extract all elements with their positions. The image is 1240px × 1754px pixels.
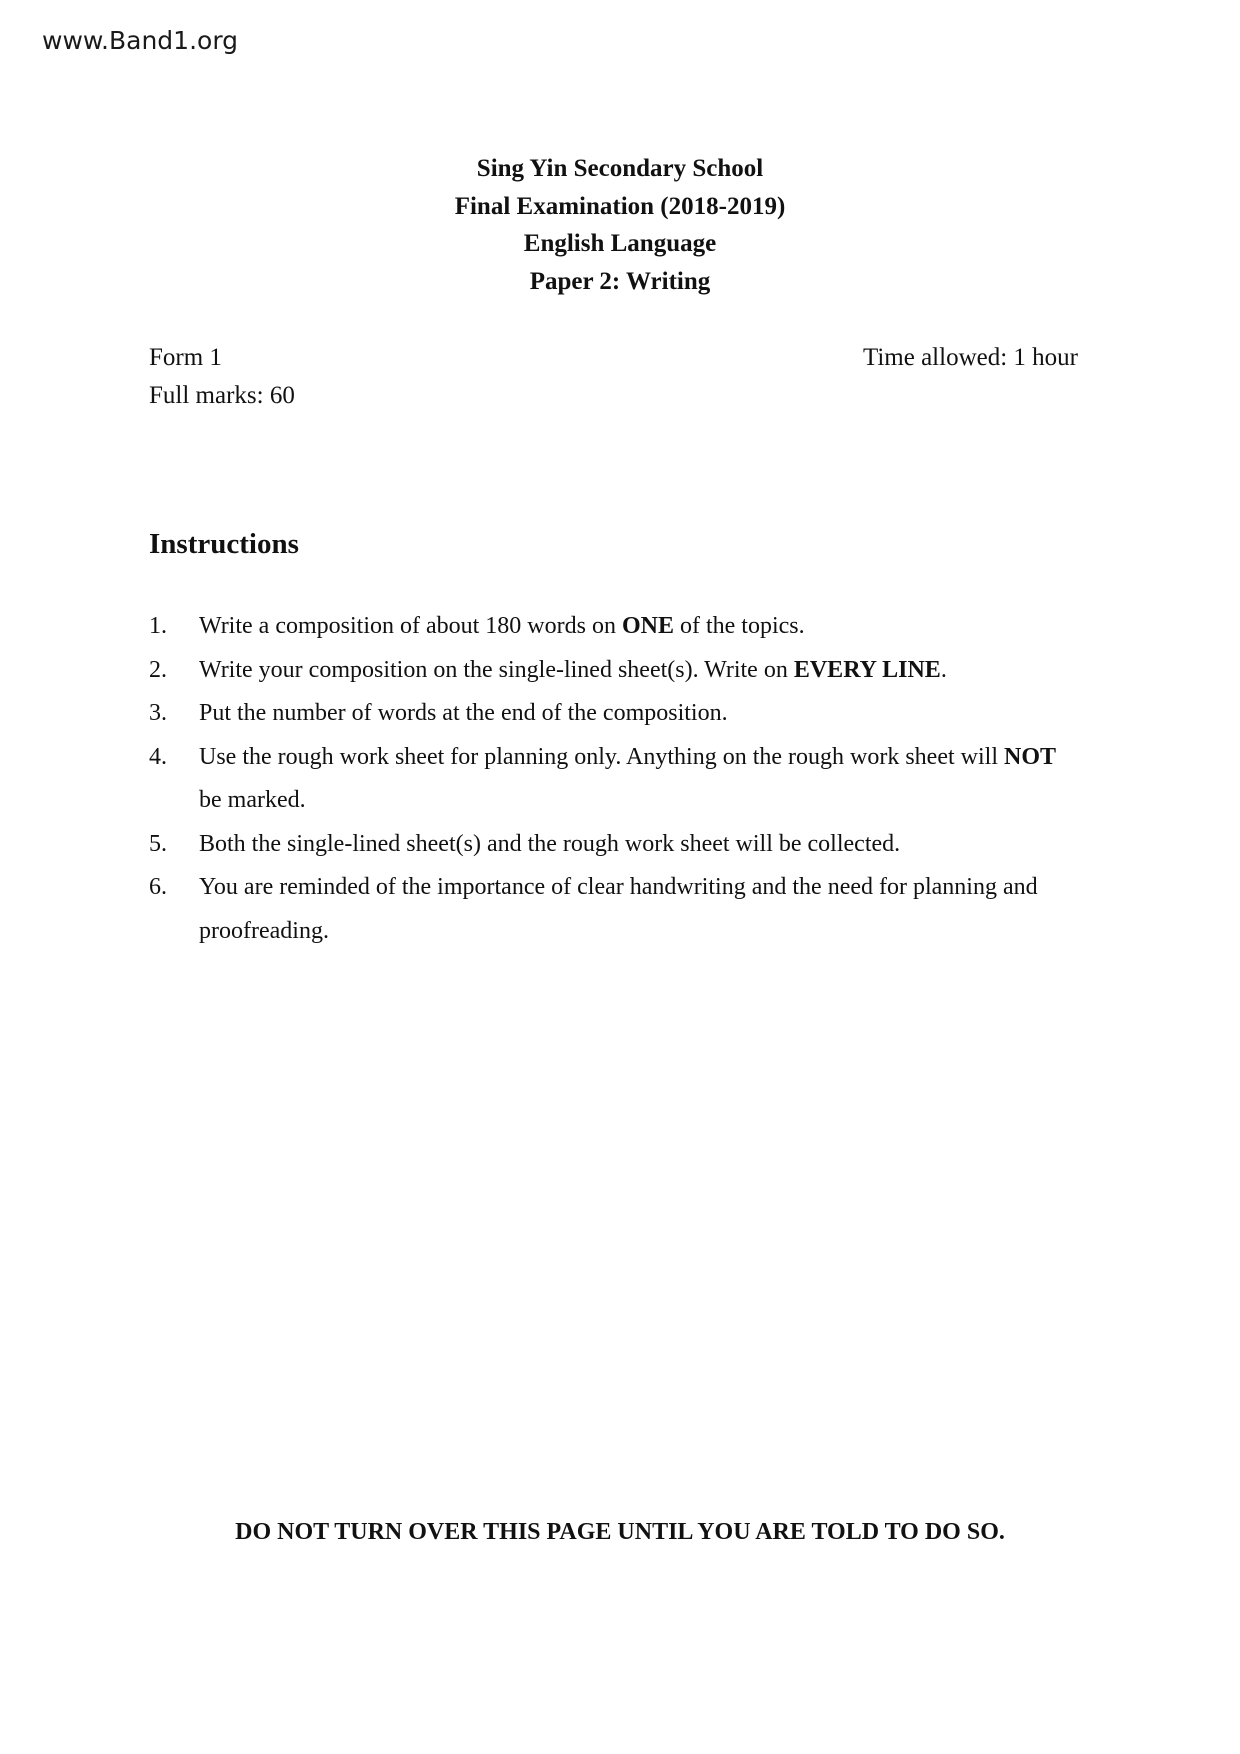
exam-header (0, 150, 1240, 300)
instruction-text-part: Use the rough work sheet for planning only. Anything on the rough work sheet will (199, 743, 1004, 770)
instruction-text-part: Both the single-lined sheet(s) and the rough work sheet will be collected. (199, 830, 901, 857)
instructions-list (149, 605, 1084, 953)
time-allowed: Time allowed: 1 hour (862, 344, 1078, 371)
instruction-number: 3. (149, 700, 167, 726)
instruction-text-part: of the topics. (673, 613, 805, 639)
subject-title: English Language (523, 230, 717, 257)
instruction-emphasis: NOT (1003, 743, 1056, 770)
exam-title: Final Examination (2018-2019) (454, 192, 786, 220)
instruction-text (199, 823, 1084, 867)
instruction-text (199, 736, 1084, 823)
instruction-number: 4. (149, 743, 167, 770)
instruction-number: 2. (149, 656, 167, 683)
instruction-text-part: You are reminded of the importance of clear handwriting and the need for planning and proofreading. (199, 874, 1038, 944)
instruction-item (149, 692, 1084, 736)
instruction-text-part: . (940, 656, 947, 683)
instruction-text-part: Write your composition on the single-lined sheet(s). Write on (199, 656, 794, 683)
instruction-item (149, 605, 1084, 649)
instruction-text (199, 649, 1084, 693)
watermark-url: www.Band1.org (42, 26, 239, 55)
form-label: Form 1 (149, 344, 222, 371)
footer-warning: DO NOT TURN OVER THIS PAGE UNTIL YOU ARE TOLD TO DO SO. (235, 1519, 1005, 1545)
instruction-number: 5. (149, 830, 167, 857)
school-name: Sing Yin Secondary School (476, 155, 764, 182)
instruction-item (149, 866, 1084, 953)
full-marks: Full marks: 60 (149, 381, 295, 409)
paper-title: Paper 2: Writing (529, 267, 711, 295)
instruction-number: 1. (149, 613, 167, 639)
instruction-item (149, 649, 1084, 693)
instruction-text (199, 866, 1084, 953)
instruction-item (149, 823, 1084, 867)
exam-meta (149, 339, 1078, 414)
instruction-text-part: be marked. (199, 787, 306, 813)
instruction-text-part: Write a composition of about 180 words on (199, 613, 622, 639)
instruction-text (199, 605, 1084, 649)
instruction-emphasis: ONE (621, 613, 674, 639)
instruction-text (199, 692, 1084, 736)
instructions-heading: Instructions (149, 528, 299, 560)
instruction-number: 6. (149, 874, 167, 900)
instruction-item (149, 736, 1084, 823)
instruction-emphasis: EVERY LINE (793, 656, 941, 683)
instruction-text-part: Put the number of words at the end of the composition. (199, 700, 728, 726)
